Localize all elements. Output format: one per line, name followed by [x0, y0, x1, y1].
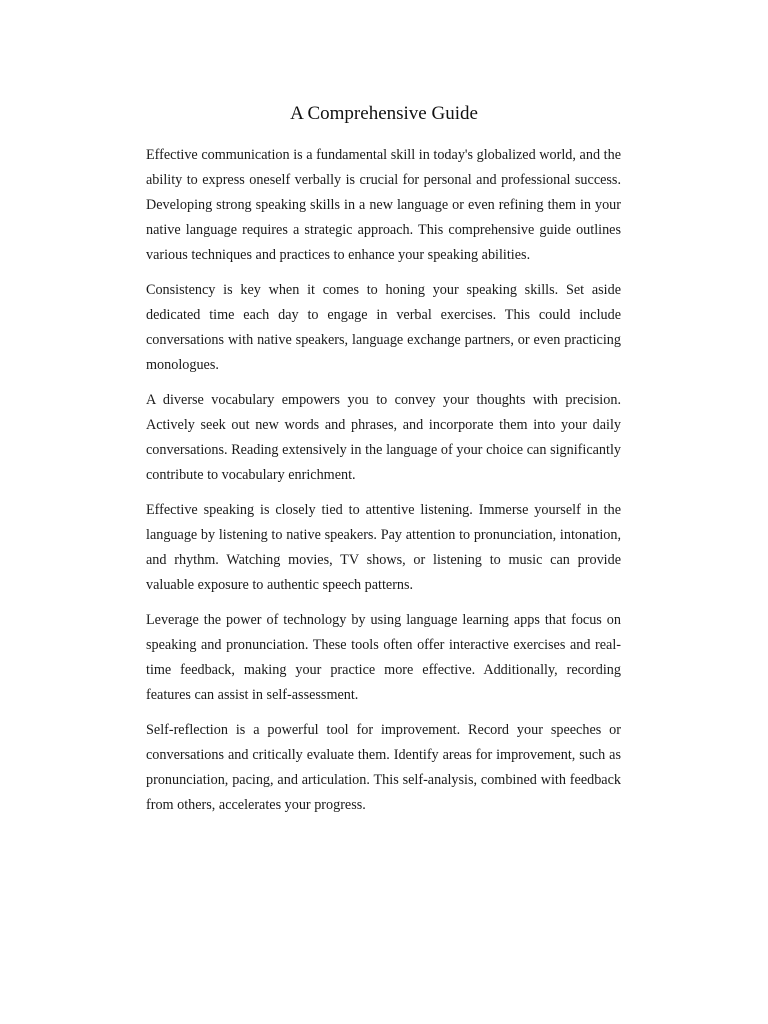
page-title: A Comprehensive Guide: [290, 103, 478, 124]
paragraph-consistency: Consistency is key when it comes to honing your speaking skills. Set aside dedicated time each day to engage in verbal exercises. This could include conversations with native speakers, language exchange partners, or even practicing monologues.: [146, 282, 621, 373]
paragraph-vocabulary: A diverse vocabulary empowers you to convey your thoughts with precision. Actively seek out new words and phrases, and incorporate them into your daily conversations. Reading extensively in the language of your choice can significantly contribute to vocabulary enrichment.: [146, 392, 621, 483]
paragraph-technology: Leverage the power of technology by using language learning apps that focus on speaking and pronunciation. These tools often offer interactive exercises and real-time feedback, making your practice more effective. Additionally, recording features can assist in self-assessment.: [146, 612, 621, 703]
document-body: [146, 143, 621, 828]
paragraph-intro: Effective communication is a fundamental skill in today's globalized world, and the ability to express oneself verbally is crucial for personal and professional success. Developing strong speaking skills in a new language or even refining them in your native language requires a strategic approach. This comprehensive guide outlines various techniques and practices to enhance your speaking abilities.: [146, 147, 621, 263]
paragraph-self-reflection: Self-reflection is a powerful tool for improvement. Record your speeches or conversations and critically evaluate them. Identify areas for improvement, such as pronunciation, pacing, and articulation. This self-analysis, combined with feedback from others, accelerates your progress.: [146, 722, 621, 813]
paragraph-listening: Effective speaking is closely tied to attentive listening. Immerse yourself in the language by listening to native speakers. Pay attention to pronunciation, intonation, and rhythm. Watching movies, TV shows, or listening to music can provide valuable exposure to authentic speech patterns.: [146, 502, 621, 593]
